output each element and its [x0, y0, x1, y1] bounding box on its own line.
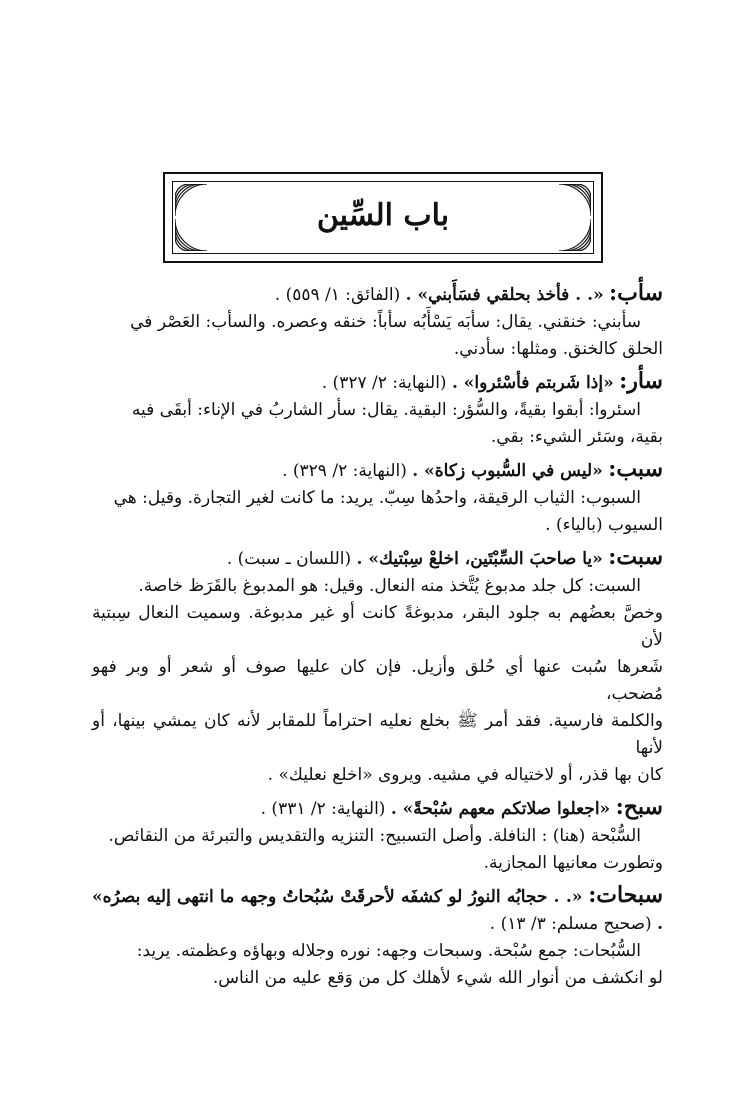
definition-line: السبوب: الثياب الرقيقة، واحدُها سِبّ. يريد: ما كانت لغير التجارة. وقيل: هي	[113, 488, 641, 508]
entry-heading-line	[92, 544, 663, 573]
source-citation: (النهاية: ٢/ ٣٢٩) .	[282, 461, 407, 481]
entry-definition	[92, 573, 663, 789]
entry-heading-line	[92, 794, 663, 823]
hadith-quote: «ليس في السُّبوب زكاة» .	[412, 461, 603, 481]
hadith-quote: «يا صاحبَ السِّبْتَين، اخلعْ سِبْتيك» .	[356, 549, 603, 569]
chapter-title-frame	[163, 172, 603, 263]
definition-line: الحلق كالخنق. ومثلها: سأدني.	[453, 339, 663, 359]
entry-heading-line	[92, 456, 663, 485]
entry-headword: سبح:	[615, 794, 663, 820]
source-citation: (النهاية: ٢/ ٣٢٧) .	[321, 373, 447, 393]
entry-definition	[92, 397, 663, 451]
definition-line: كان بها قذر، أو لاختياله في مشيه. ويروى «اخلع نعليك» .	[267, 765, 663, 785]
entry-definition	[92, 823, 663, 877]
dictionary-entry	[92, 544, 663, 789]
hadith-quote: «. . فأخذ بحلقي فسَأَبني» .	[405, 285, 604, 305]
entry-headword: سبب:	[608, 456, 663, 482]
definition-line: لو انكشف من أنوار الله شيء لأهلك كل من وَقع عليه من الناس.	[212, 968, 663, 988]
entry-definition	[92, 938, 663, 992]
definition-line: سأبني: خنقني. يقال: سأبَه يَسْأَبُه سأباً: خنقه وعصره. والسأب: العَصْر في	[130, 312, 641, 332]
definition-line: شَعرها سُبت عنها أي حُلق وأزيل. فإن كان عليها صوف أو شعر أو وبر فهو مُضحب،	[92, 657, 663, 704]
source-citation: (صحيح مسلم: ٣/ ١٣) .	[489, 914, 652, 934]
entry-headword: سبت:	[608, 544, 663, 570]
hadith-quote: «إذا شَربتم فأسْئروا» .	[451, 373, 614, 393]
dictionary-entry	[92, 368, 663, 451]
entry-heading-line	[92, 882, 663, 938]
hadith-quote: «اجعلوا صلاتكم معهم سُبْحةً» .	[390, 799, 611, 819]
dictionary-entries	[92, 280, 663, 997]
hadith-quote: «. . حجابُه النورُ لو كشفَه لأحرقَتْ سُبُحاتُ وجهه ما انتهى إليه بصرُه» .	[92, 887, 663, 934]
entry-headword: سأر:	[619, 368, 663, 394]
dictionary-entry	[92, 794, 663, 877]
source-citation: (اللسان ـ سبت) .	[226, 549, 352, 569]
dictionary-entry	[92, 456, 663, 539]
dictionary-entry	[92, 280, 663, 363]
definition-line: السبت: كل جلد مدبوغ يُتَّخذ منه النعال. وقيل: هو المدبوغ بالقَرَظ خاصة.	[138, 576, 641, 596]
source-citation: (الفائق: ١/ ٥٥٩) .	[274, 285, 401, 305]
entry-definition	[92, 485, 663, 539]
entry-heading-line	[92, 280, 663, 309]
definition-line: السيوب (بالياء) .	[545, 515, 663, 535]
definition-line: وتطورت معانيها المجازية.	[483, 853, 663, 873]
chapter-title: باب السِّين	[316, 198, 450, 233]
definition-line: وخصَّ بعضُهم به جلود البقر، مدبوغةً كانت أو غير مدبوغة. وسميت النعال سِبتية لأن	[92, 603, 663, 650]
entry-definition	[92, 309, 663, 363]
definition-line: اسئروا: أبقوا بقيةً، والسُّؤر: البقية. يقال: سأر الشاربُ في الإناء: أبقَى فيه	[131, 400, 641, 420]
definition-line: والكلمة فارسية. فقد أمر ﷺ بخلع نعليه احتراماً للمقابر لأنه كان يمشي بينها، أو لأنها	[92, 711, 663, 758]
entry-heading-line	[92, 368, 663, 397]
entry-headword: سأب:	[609, 280, 663, 306]
dictionary-entry	[92, 882, 663, 992]
definition-line: بقية، وسَئر الشيء: بقي.	[490, 427, 663, 447]
entry-headword: سبحات:	[588, 882, 663, 908]
source-citation: (النهاية: ٢/ ٣٣١) .	[260, 799, 386, 819]
definition-line: السُّبُحات: جمع سُبْحة. وسبحات وجهه: نوره وجلاله وبهاؤه وعظمته. يريد:	[136, 941, 641, 961]
definition-line: السُّبْحة (هنا) : النافلة. وأصل التسبيح: التنزيه والتقديس والتبرئة من النقائص.	[108, 826, 641, 846]
